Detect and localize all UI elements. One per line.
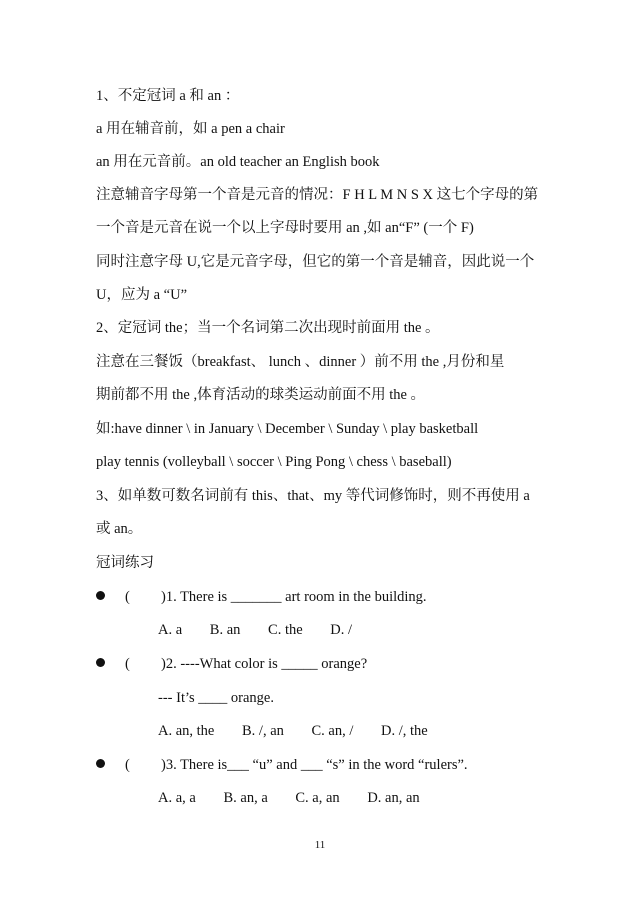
text-line: 一个音是元音在说一个以上字母时要用 an ,如 an“F” (一个 F) — [96, 220, 474, 236]
bullet-icon — [96, 759, 105, 768]
text-line: a 用在辅音前，如 a pen a chair — [96, 121, 285, 137]
question-stem: )3. There is___ “u” and ___ “s” in the word “rulers”. — [161, 757, 468, 773]
text-line: 期前都不用 the ,体育活动的球类运动前面不用 the 。 — [96, 387, 426, 403]
text-line: 如:have dinner \ in January \ December \ Sunday \ play basketball — [96, 421, 479, 437]
question-2 — [96, 655, 367, 673]
heading-indefinite-article: 1、不定冠词 a 和 an ： — [96, 88, 240, 104]
option-b: B. /, an — [242, 723, 284, 739]
heading-definite-article: 2、定冠词 the；当一个名词第二次出现时前面用 the 。 — [96, 320, 440, 336]
option-a: A. an, the — [158, 723, 215, 739]
question-stem: )1. There is _______ art room in the building. — [161, 589, 427, 605]
text-line: 注意辅音字母第一个音是元音的情况：F H L M N S X 这七个字母的第 — [96, 187, 539, 203]
text-line: 同时注意字母 U,它是元音字母，但它的第一个音是辅音，因此说一个 — [96, 254, 535, 270]
question-1-options — [158, 621, 376, 639]
question-stem: )2. ----What color is _____ orange? — [161, 656, 368, 672]
option-c: C. an, / — [311, 723, 354, 739]
question-1 — [96, 588, 427, 606]
option-b: B. an — [209, 622, 241, 638]
option-d: D. /, the — [381, 723, 428, 739]
text-line: 或 an。 — [96, 521, 143, 537]
text-line: 注意在三餐饭（breakfast、 lunch 、dinner ）前不用 the ,月份和星 — [96, 354, 505, 370]
option-a: A. a — [158, 622, 183, 638]
bullet-icon — [96, 591, 105, 600]
question-3 — [96, 756, 468, 774]
answer-paren: ( — [125, 589, 130, 605]
page-number: 11 — [314, 839, 326, 851]
text-line: an 用在元音前。an old teacher an English book — [96, 154, 380, 170]
bullet-icon — [96, 658, 105, 667]
answer-paren: ( — [125, 757, 130, 773]
option-a: A. a, a — [158, 790, 196, 806]
option-b: B. an, a — [223, 790, 268, 806]
answer-paren: ( — [125, 656, 130, 672]
option-d: D. an, an — [367, 790, 420, 806]
option-c: C. a, an — [295, 790, 340, 806]
question-2-options — [158, 722, 452, 740]
text-line: play tennis (volleyball \ soccer \ Ping Pong \ chess \ baseball) — [96, 454, 452, 470]
text-line: U，应为 a “U” — [96, 287, 187, 303]
question-3-options — [158, 789, 444, 807]
option-c: C. the — [268, 622, 303, 638]
heading-rule-3: 3、如单数可数名词前有 this、that、my 等代词修饰时，则不再使用 a — [96, 488, 530, 504]
question-2-response: --- It’s ____ orange. — [158, 690, 274, 706]
exercise-heading: 冠词练习 — [96, 555, 154, 571]
option-d: D. / — [330, 622, 353, 638]
